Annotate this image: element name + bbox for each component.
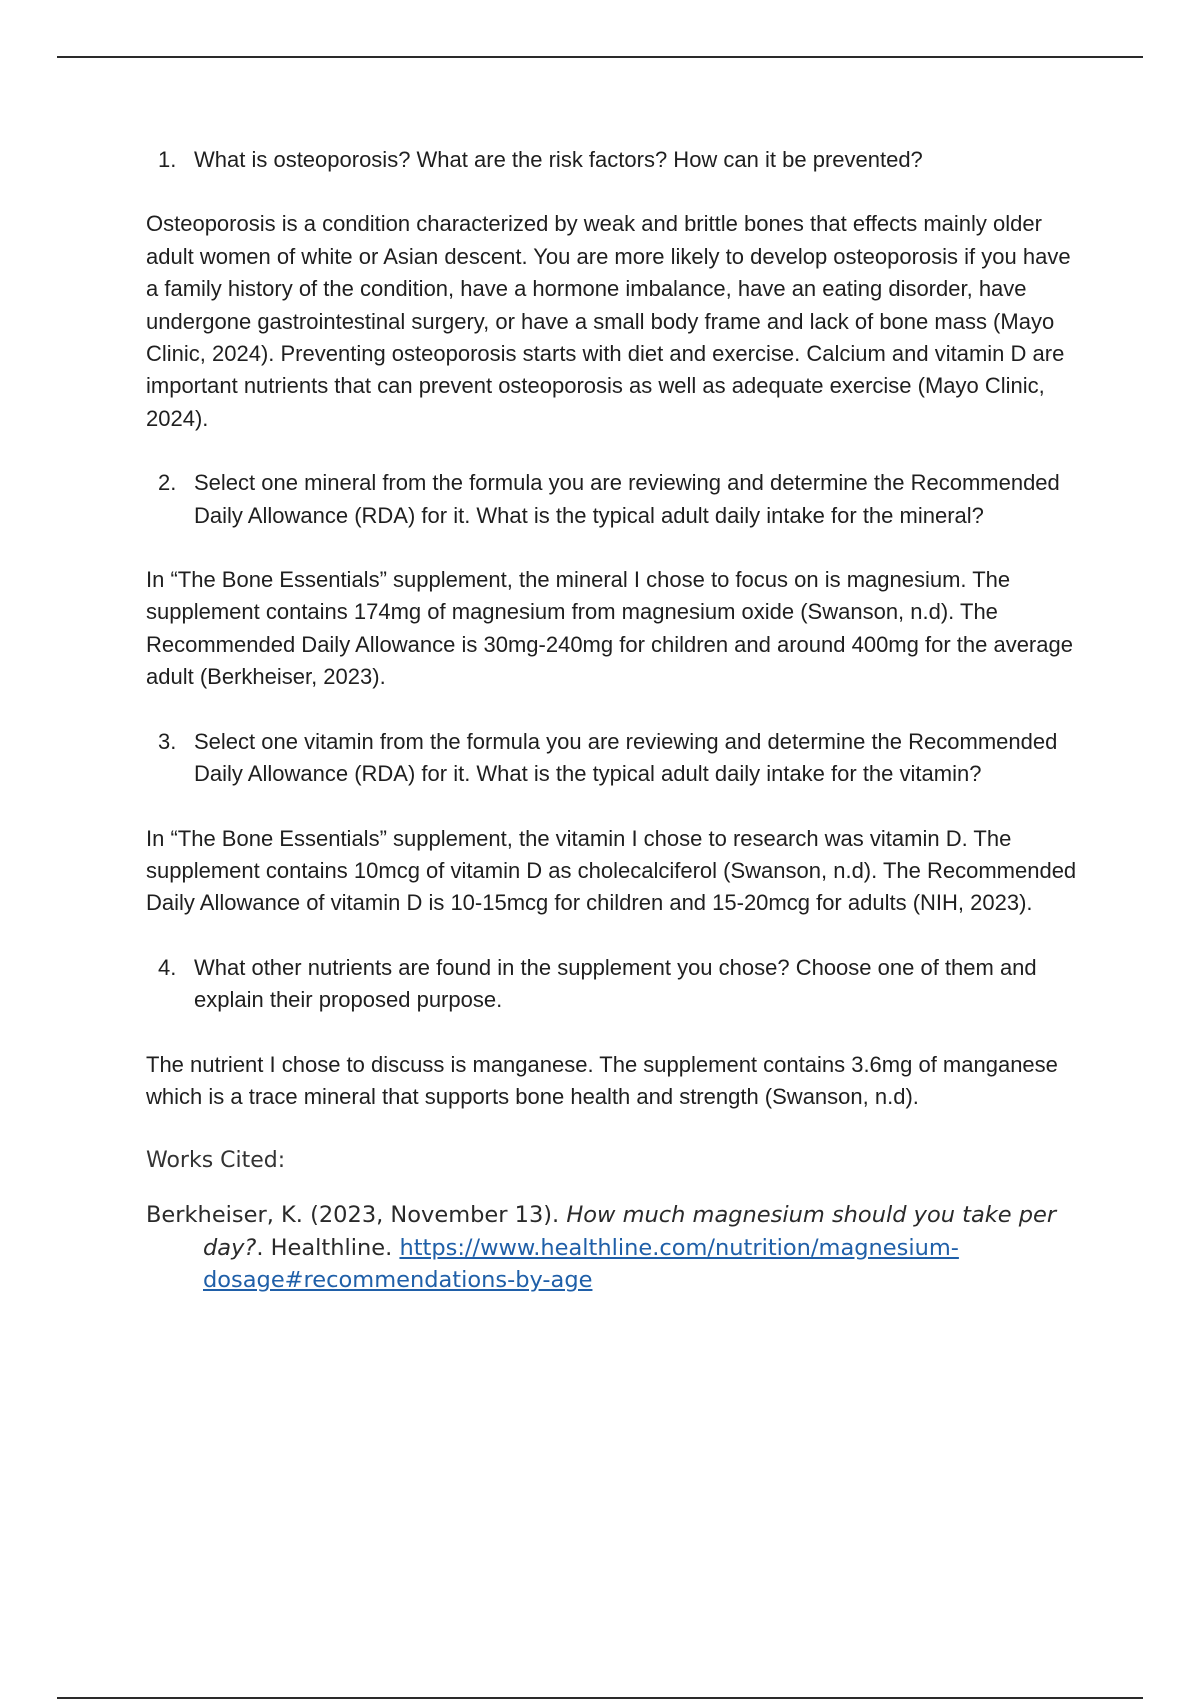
question-text: Select one vitamin from the formula you are reviewing and determine the Recommended Daily Allowance (RDA) for it. What is the typical adult daily intake for the vitamin? (194, 728, 1058, 787)
question-text: What is osteoporosis? What are the risk factors? How can it be prevented? (194, 147, 923, 172)
top-rule (57, 56, 1143, 58)
answer-4: The nutrient I chose to discuss is manganese. The supplement contains 3.6mg of manganese which is a trace mineral that supports bone health and strength (Swanson, n.d). (146, 1051, 1058, 1109)
citation-title: How much magnesium should you take per day? (203, 1202, 1057, 1261)
question-number: 2. (158, 470, 177, 496)
answer-2: In “The Bone Essentials” supplement, the mineral I chose to focus on is magnesium. The supplement contains 174mg of magnesium from magnesium oxide (Swanson, n.d). The Recommended Daily Allowance is 30mg-240mg for children and around 400mg for the average adult (Berkheiser, 2023). (146, 567, 1073, 690)
citation-author-date: Berkheiser, K. (2023, November 13). (146, 1202, 567, 1229)
citation-link[interactable]: https://www.healthline.com/nutrition/magnesium-dosage#recommendations-by-age (203, 1234, 959, 1294)
answer-1: Osteoporosis is a condition characterized by weak and brittle bones that effects mainly older adult women of white or Asian descent. You are more likely to develop osteoporosis if you have a family history of the condition, have a hormone imbalance, have an eating disorder, have undergone gastrointestinal surgery, or have a small body frame and lack of bone mass (Mayo Clinic, 2024). Preventing osteoporosis starts with diet and exercise. Calcium and vitamin D are important nutrients that can prevent osteoporosis as well as adequate exercise (Mayo Clinic, 2024). (146, 211, 1071, 431)
bottom-rule (57, 1697, 1143, 1699)
citation-publisher: . Healthline. (256, 1234, 400, 1261)
document-body (146, 144, 1086, 1297)
question-text: Select one mineral from the formula you are reviewing and determine the Recommended Daily Allowance (RDA) for it. What is the typical adult daily intake for the mineral? (194, 470, 1060, 528)
citation-entry (146, 1199, 1086, 1296)
question-number: 4. (158, 954, 177, 980)
question-1 (146, 144, 1086, 176)
question-number: 3. (158, 728, 177, 754)
question-number: 1. (158, 147, 177, 172)
question-4 (146, 952, 1086, 1017)
question-text: What other nutrients are found in the supplement you chose? Choose one of them and explain their proposed purpose. (194, 954, 1037, 1013)
answer-3: In “The Bone Essentials” supplement, the vitamin I chose to research was vitamin D. The supplement contains 10mcg of vitamin D as cholecalciferol (Swanson, n.d). The Recommended Daily Allowance of vitamin D is 10-15mcg for children and 15-20mcg for adults (NIH, 2023). (146, 825, 1077, 916)
question-3 (146, 726, 1086, 791)
question-2 (146, 467, 1086, 532)
works-cited-heading: Works Cited: (146, 1148, 286, 1174)
